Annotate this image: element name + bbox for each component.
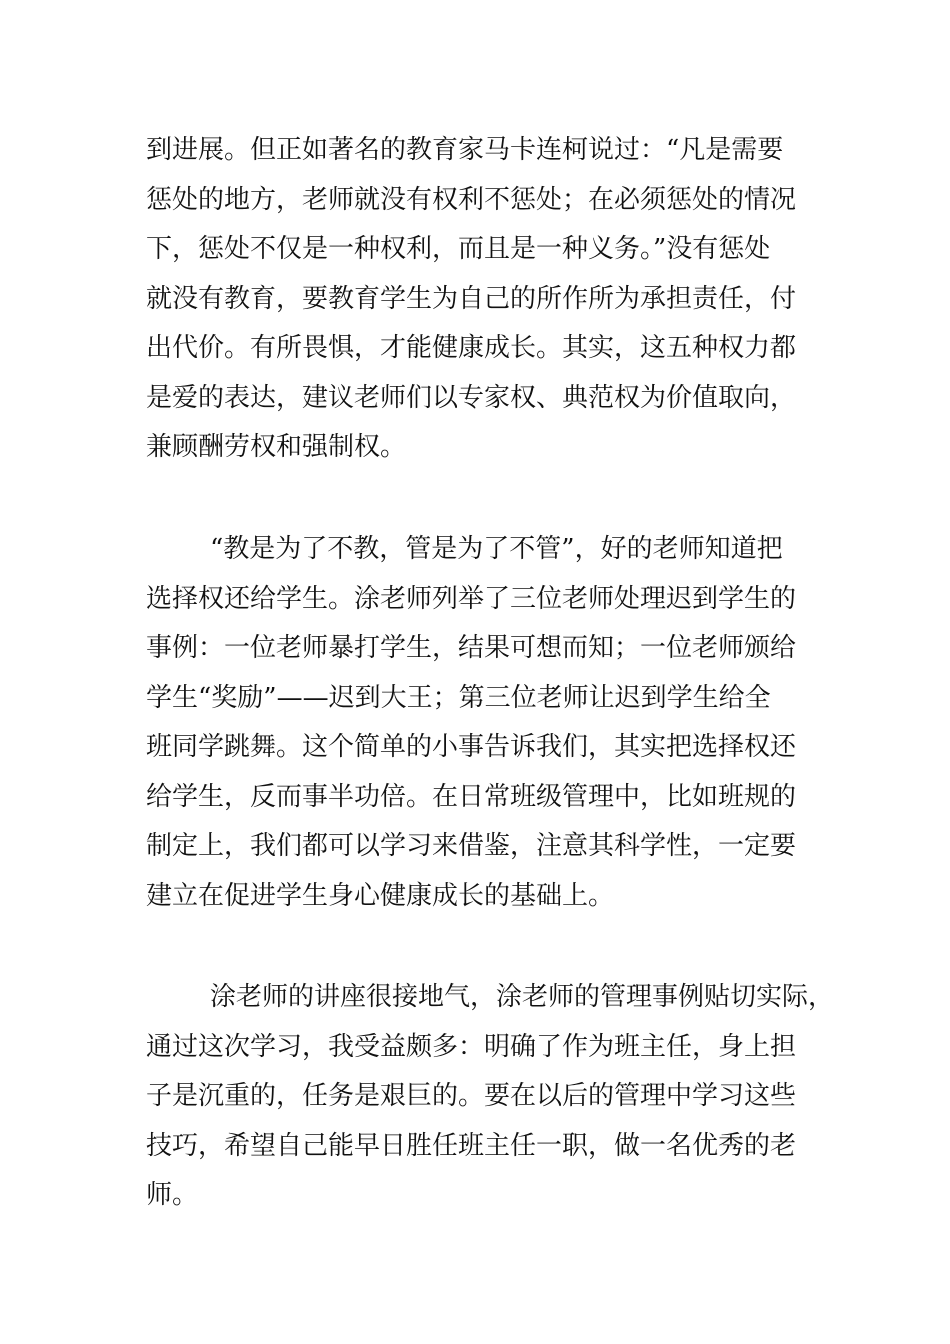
text-line: 制定上，我们都可以学习来借鉴，注意其科学性，一定要	[146, 831, 797, 861]
text-line: 选择权还给学生。涂老师列举了三位老师处理迟到学生的	[146, 583, 797, 614]
text-line: 子是沉重的，任务是艰巨的。要在以后的管理中学习这些	[146, 1081, 797, 1111]
text-line: 建立在促进学生身心健康成长的基础上。	[146, 880, 615, 911]
text-line: 师。	[146, 1180, 199, 1210]
paragraph-3	[146, 973, 835, 1221]
text-line: 学生“奖励”——迟到大王；第三位老师让迟到学生给全	[146, 682, 771, 713]
text-line: 就没有教育，要教育学生为自己的所作所为承担责任，付	[146, 283, 797, 314]
text-line: 兼顾酬劳权和强制权。	[146, 432, 407, 462]
text-line: 通过这次学习，我受益颇多：明确了作为班主任，身上担	[146, 1031, 797, 1062]
text-line: 下，惩处不仅是一种权利，而且是一种义务。”没有惩处	[146, 234, 771, 264]
text-line: 技巧，希望自己能早日胜任班主任一职，做一名优秀的老	[146, 1130, 797, 1161]
paragraph-2	[146, 525, 826, 921]
text-line: 出代价。有所畏惧，才能健康成长。其实，这五种权力都	[146, 333, 797, 363]
text-line: 给学生，反而事半功倍。在日常班级管理中，比如班规的	[146, 781, 797, 812]
text-line: 事例：一位老师暴打学生，结果可想而知；一位老师颁给	[146, 633, 797, 663]
text-line: 惩处的地方，老师就没有权利不惩处；在必须惩处的情况	[146, 184, 797, 215]
text-line: 班同学跳舞。这个简单的小事告诉我们，其实把选择权还	[146, 732, 797, 762]
text-line: 是爱的表达，建议老师们以专家权、典范权为价值取向，	[146, 382, 797, 413]
text-line: 到进展。但正如著名的教育家马卡连柯说过：“凡是需要	[146, 135, 784, 165]
text-line-first: 涂老师的讲座很接地气，涂老师的管理事例贴切实际，	[210, 982, 835, 1012]
text-line-first: “教是为了不教，管是为了不管”，好的老师知道把	[210, 534, 783, 564]
paragraph-1	[146, 126, 826, 473]
